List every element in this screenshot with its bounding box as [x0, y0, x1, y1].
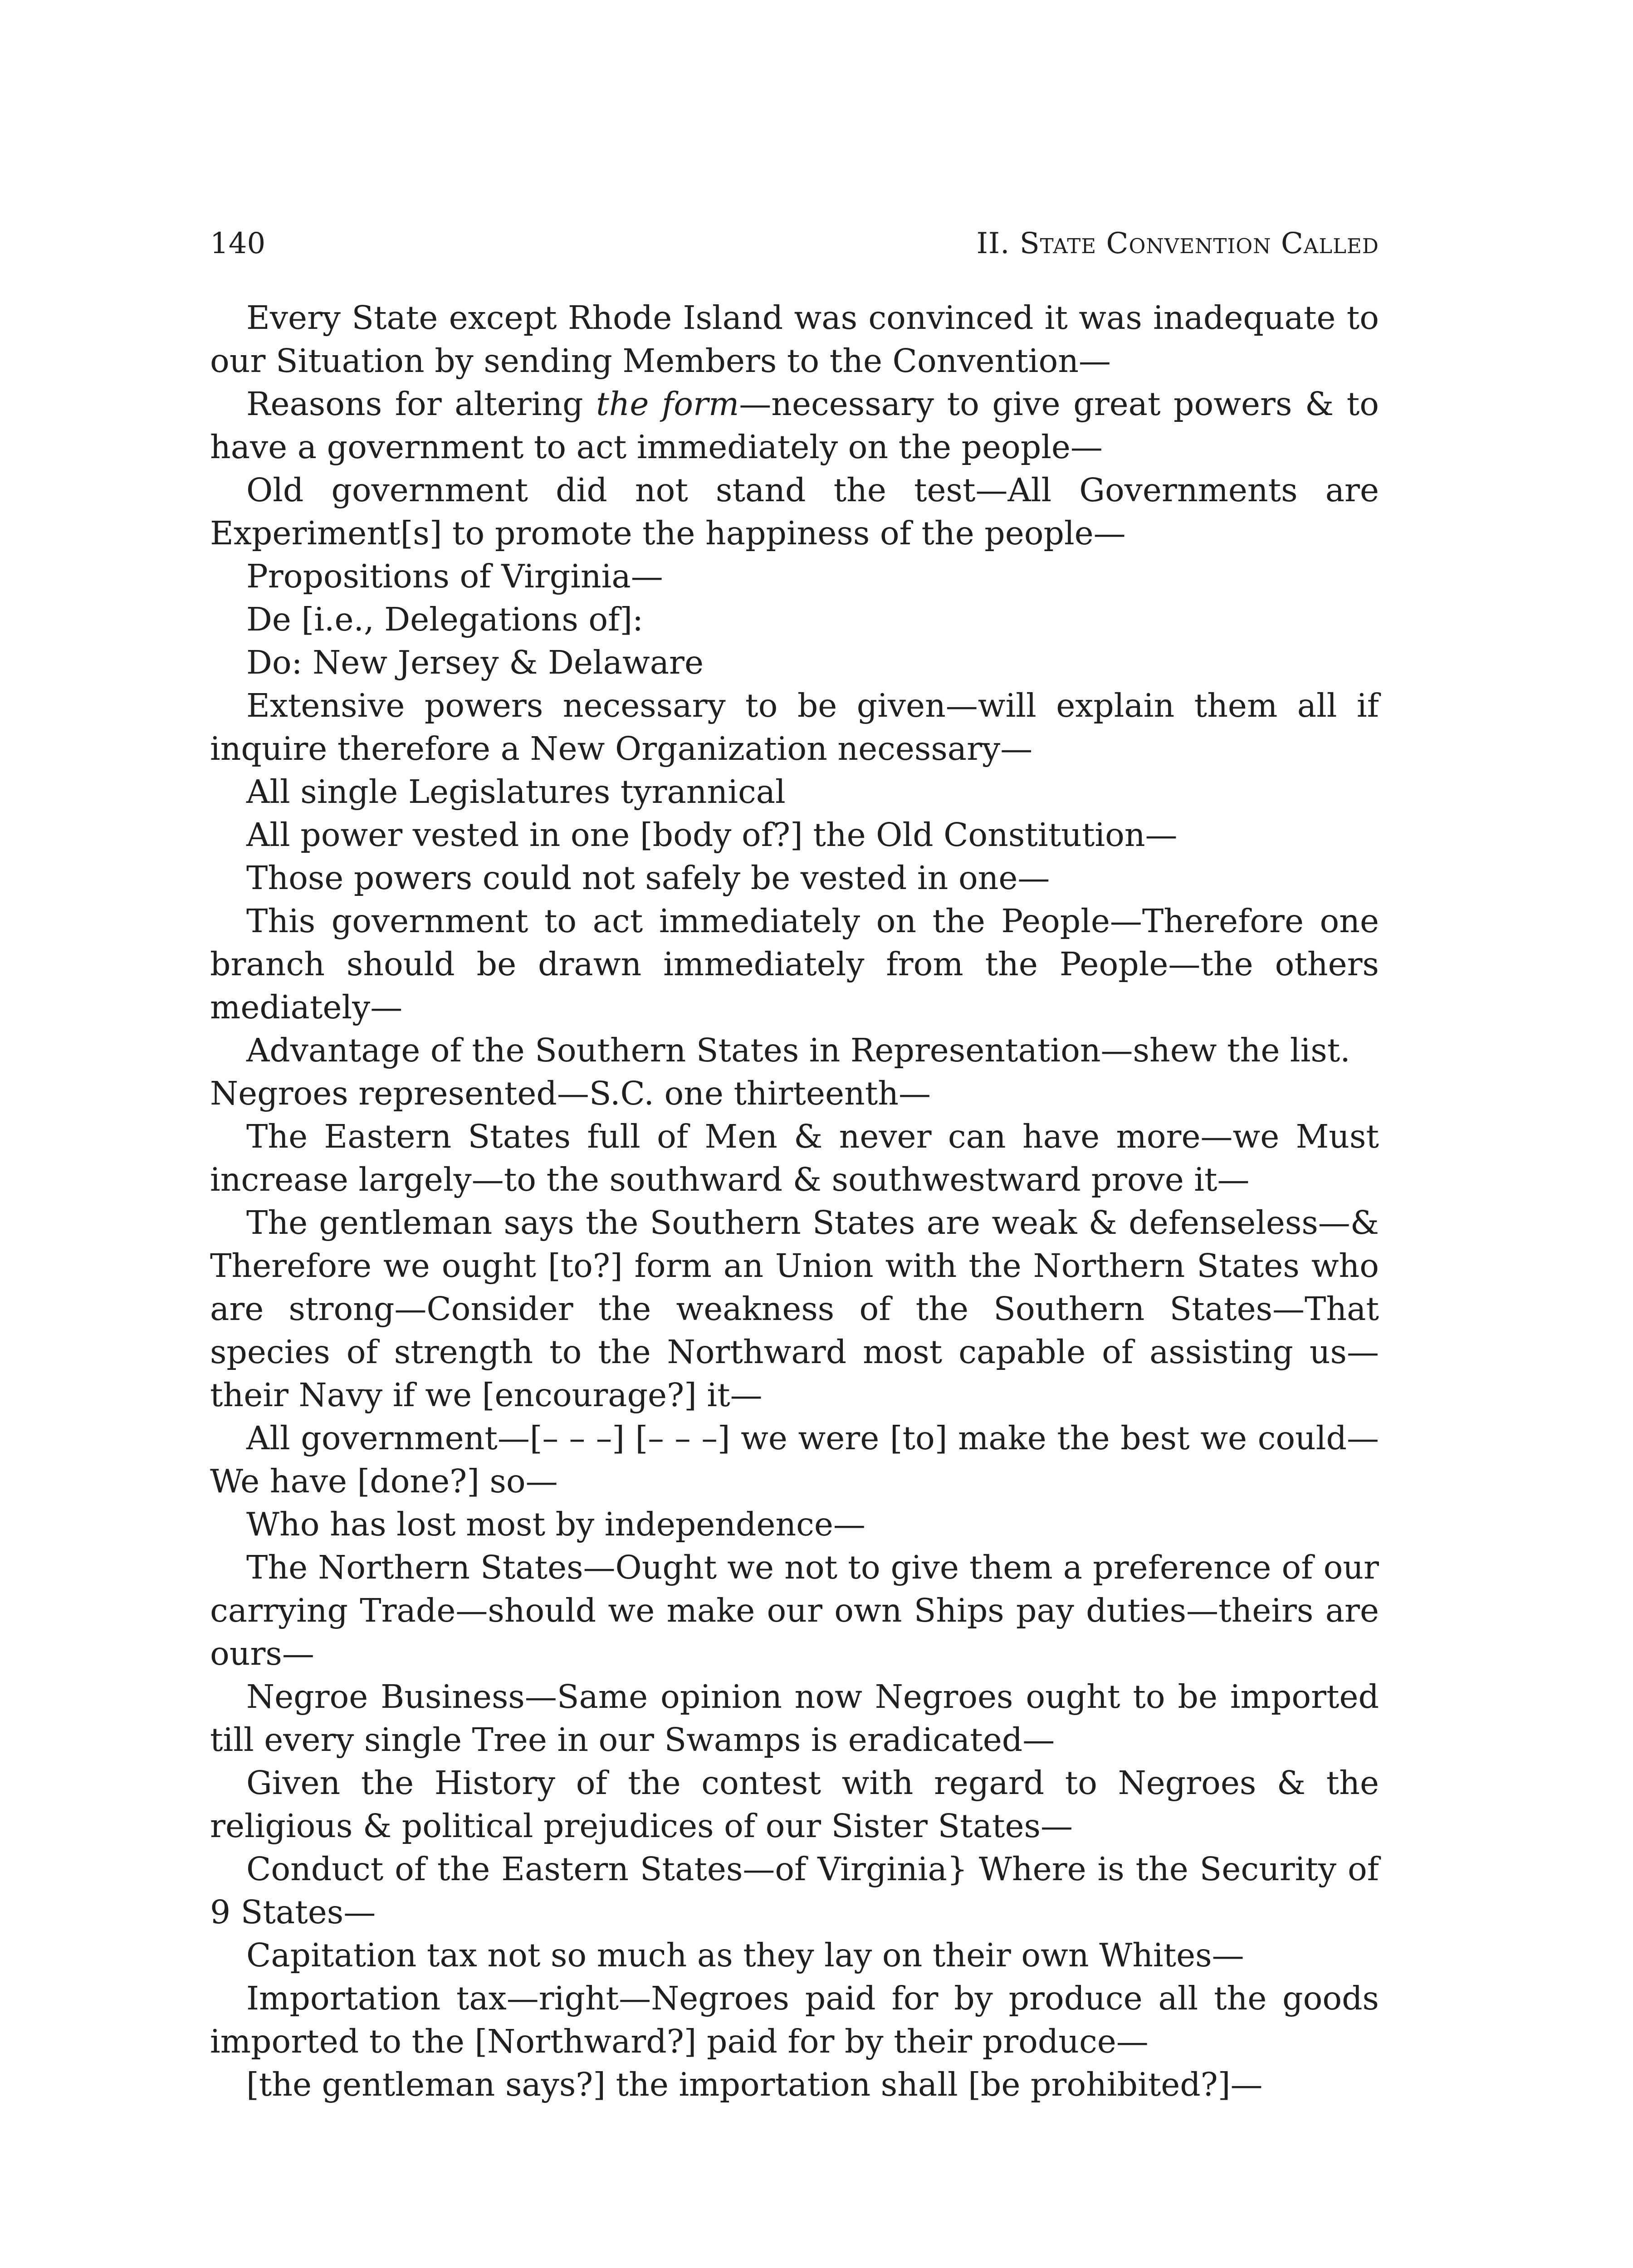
paragraph: Extensive powers necessary to be given—will explain them all if inquire therefore a New Organization necessary—	[210, 687, 1379, 767]
paragraph: This government to act immediately on the People—Therefore one branch should be drawn immediately from the People—the others mediately—	[210, 902, 1379, 1026]
paragraph-text: —necessary to give great powers & to have a government to act immediately on the people—	[210, 385, 1379, 466]
paragraph: Given the History of the contest with regard to Negroes & the religious & political prejudices of our Sister States—	[210, 1764, 1379, 1845]
paragraph: Advantage of the Southern States in Representation—shew the list. Negroes represented—S.C. one thirteenth—	[210, 1031, 1350, 1112]
paragraph: All single Legislatures tyrannical	[246, 773, 786, 811]
paragraph: The Northern States—Ought we not to give them a preference of our carrying Trade—should we make our own Ships pay duties—theirs are ours—	[210, 1549, 1379, 1672]
paragraph-text: Reasons for altering	[246, 385, 596, 423]
book-page	[210, 213, 1379, 2268]
paragraph: De [i.e., Delegations of]:	[246, 601, 644, 638]
paragraph: Those powers could not safely be vested in one—	[246, 859, 1050, 897]
paragraph: Negroe Business—Same opinion now Negroes ought to be imported till every single Tree in our Swamps is eradicated—	[210, 1678, 1379, 1759]
italic-phrase: the form	[596, 385, 739, 423]
paragraph	[210, 382, 1379, 469]
paragraph: All government—[– – –] [– – –] we were [to] make the best we could—We have [done?] so—	[210, 1419, 1379, 1500]
paragraph: All power vested in one [body of?] the Old Constitution—	[246, 816, 1178, 854]
paragraph: [the gentleman says?] the importation shall [be prohibited?]—	[246, 2066, 1263, 2103]
paragraph: The gentleman says the Southern States are weak & defenseless—& Therefore we ought [to?] form an Union with the Northern States who are strong—Consider the weakness of the Southern States—That species of strength to the Northward most capable of assisting us—their Navy if we [encourage?] it—	[210, 1204, 1379, 1414]
section-title: II. State Convention Called	[976, 227, 1379, 260]
running-head	[210, 213, 1379, 274]
paragraph: Conduct of the Eastern States—of Virginia} Where is the Security of 9 States—	[210, 1850, 1379, 1931]
paragraph: Propositions of Virginia—	[246, 557, 663, 595]
page-number: 140	[210, 227, 266, 260]
paragraph: Capitation tax not so much as they lay on their own Whites—	[246, 1936, 1244, 1974]
body-text	[210, 296, 1379, 2106]
paragraph: Do: New Jersey & Delaware	[246, 644, 704, 681]
paragraph: Old government did not stand the test—All Governments are Experiment[s] to promote the happiness of the people—	[210, 471, 1379, 552]
paragraph: The Eastern States full of Men & never can have more—we Must increase largely—to the southward & southwestward prove it—	[210, 1118, 1379, 1198]
paragraph: Importation tax—right—Negroes paid for by produce all the goods imported to the [Northward?] paid for by their produce—	[210, 1980, 1379, 2060]
paragraph: Who has lost most by independence—	[246, 1505, 865, 1543]
paragraph: Every State except Rhode Island was convinced it was inadequate to our Situation by sending Members to the Convention—	[210, 299, 1379, 380]
